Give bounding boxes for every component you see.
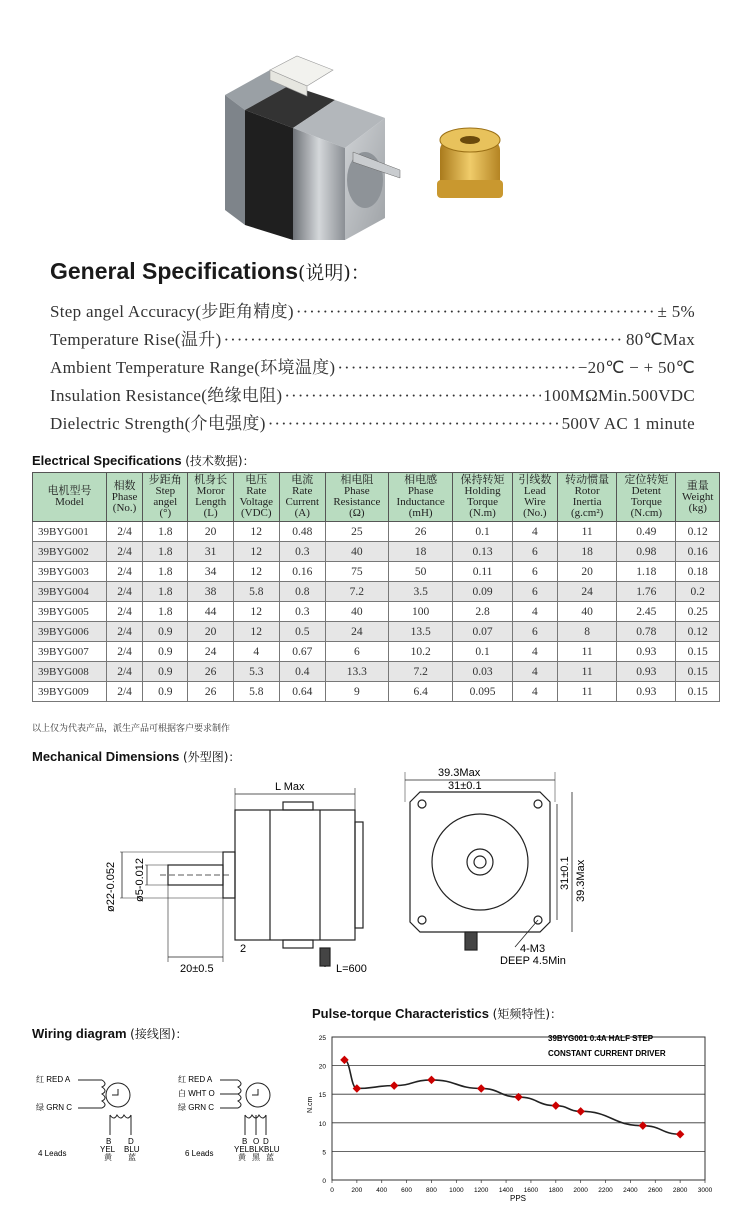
col-header-line: 引线数	[518, 474, 552, 486]
col-header-line: (L)	[203, 507, 218, 519]
table-cell: 2/4	[107, 642, 143, 662]
col-header-line: (°)	[159, 507, 172, 519]
col-header-line: 定位转矩	[624, 474, 669, 486]
col-header-line: Inertia	[572, 496, 602, 508]
table-cell: 25	[325, 522, 388, 542]
table-cell: 0.49	[617, 522, 676, 542]
col-header-line: Holding	[464, 485, 501, 497]
table-cell: 0.3	[279, 602, 325, 622]
table-cell: 12	[233, 602, 279, 622]
table-cell: 44	[188, 602, 233, 622]
table-cell: 4	[512, 662, 557, 682]
table-cell: 9	[325, 682, 388, 702]
table-cell: 2/4	[107, 602, 143, 622]
col-header-line: (g.cm²)	[570, 507, 604, 519]
wire-6-o: 白 WHT O	[178, 1089, 215, 1098]
wire-4-d-cn: 蓝	[128, 1153, 136, 1162]
x-tick-label: 1200	[473, 1187, 489, 1194]
x-tick-label: 1600	[523, 1187, 539, 1194]
col-header-line: (kg)	[688, 501, 707, 514]
x-tick-label: 600	[401, 1187, 413, 1194]
table-cell: 1.8	[143, 522, 188, 542]
data-point	[477, 1084, 485, 1092]
table-cell: 0.18	[676, 562, 720, 582]
table-cell: 24	[558, 582, 617, 602]
table-cell: 20	[188, 522, 233, 542]
table-cell: 5.8	[233, 582, 279, 602]
wiring-heading: Wiring diagram (接线图)：	[32, 1026, 188, 1041]
table-row	[33, 562, 720, 582]
table-cell: 39BYG003	[33, 562, 107, 582]
table-cell: 39BYG004	[33, 582, 107, 602]
dim-holes: 4-M3	[520, 943, 546, 955]
table-cell: 40	[558, 602, 617, 622]
chart-ylabel: N.cm	[307, 1096, 314, 1113]
col-header-4	[233, 473, 279, 522]
col-header-line: Torque	[467, 496, 499, 508]
x-tick-label: 200	[351, 1187, 363, 1194]
dim-lead: L=600	[336, 963, 367, 975]
table-cell: 12	[233, 542, 279, 562]
dim-width: 39.3Max	[438, 767, 481, 779]
x-tick-label: 0	[330, 1187, 334, 1194]
table-cell: 11	[558, 522, 617, 542]
table-cell: 0.03	[453, 662, 512, 682]
table-cell: 0.095	[453, 682, 512, 702]
table-cell: 0.78	[617, 622, 676, 642]
col-header-line: angel	[153, 496, 178, 508]
table-cell: 39BYG001	[33, 522, 107, 542]
table-cell: 50	[388, 562, 453, 582]
col-header-line: 电压	[245, 474, 268, 486]
wiring-diagram	[30, 1060, 295, 1170]
mechanical-heading: Mechanical Dimensions (外型图)：	[32, 749, 241, 764]
wire-4-b-cn: 黄	[104, 1153, 112, 1162]
electrical-spec-table	[32, 472, 720, 702]
table-cell: 24	[325, 622, 388, 642]
mechanical-drawing	[100, 762, 620, 982]
dim-shaft-dia: ø5-0.012	[134, 857, 146, 902]
y-tick-label: 25	[318, 1035, 326, 1042]
chart-legend-2: CONSTANT CURRENT DRIVER	[548, 1049, 666, 1058]
table-cell: 0.8	[279, 582, 325, 602]
wire-4-b-en: YEL	[100, 1145, 116, 1154]
table-cell: 6	[512, 542, 557, 562]
col-header-5	[279, 473, 325, 522]
col-header-line: Voltage	[239, 496, 273, 508]
table-cell: 2/4	[107, 662, 143, 682]
table-cell: 1.8	[143, 582, 188, 602]
spec-line-ambient-temperature: Ambient Temperature Range(环境温度) ····· −20℃ − + 50℃	[50, 353, 695, 378]
table-cell: 0.93	[617, 642, 676, 662]
col-header-line: 保持转矩	[460, 474, 505, 486]
table-cell: 6	[512, 582, 557, 602]
table-cell: 11	[558, 662, 617, 682]
x-tick-label: 1000	[449, 1187, 464, 1194]
table-cell: 0.15	[676, 662, 720, 682]
col-header-line: 电流	[291, 474, 314, 486]
y-tick-label: 15	[318, 1092, 326, 1100]
col-header-line: Lead	[523, 485, 546, 497]
col-header-line: (mH)	[408, 507, 433, 519]
x-tick-label: 2000	[573, 1187, 588, 1194]
table-cell: 39BYG009	[33, 682, 107, 702]
table-row	[33, 662, 720, 682]
table-cell: 12	[233, 562, 279, 582]
table-cell: 24	[188, 642, 233, 662]
table-cell: 0.16	[279, 562, 325, 582]
table-row	[33, 642, 720, 662]
table-cell: 2/4	[107, 562, 143, 582]
table-cell: 0.16	[676, 542, 720, 562]
table-cell: 0.2	[676, 582, 720, 602]
electrical-spec-heading: Electrical Specifications (技术数据)：	[32, 453, 255, 468]
table-cell: 12	[233, 522, 279, 542]
wire-6-b: B	[242, 1137, 248, 1146]
table-cell: 6	[512, 622, 557, 642]
table-cell: 1.8	[143, 562, 188, 582]
table-row	[33, 602, 720, 622]
table-cell: 31	[188, 542, 233, 562]
stepper-motor-icon	[225, 56, 400, 240]
table-cell: 0.98	[617, 542, 676, 562]
table-cell: 10.2	[388, 642, 453, 662]
table-cell: 26	[188, 682, 233, 702]
table-cell: 39BYG002	[33, 542, 107, 562]
wire-6-o-en: BLK	[249, 1145, 265, 1154]
col-header-line: Rate	[292, 485, 313, 497]
col-header-line: Resistance	[333, 496, 381, 508]
wire-6-o-cn: 黑	[252, 1153, 260, 1162]
table-cell: 4	[512, 602, 557, 622]
pulse-heading: Pulse-torque Characteristics (矩频特性)：	[312, 1006, 563, 1021]
table-cell: 39BYG007	[33, 642, 107, 662]
data-point	[427, 1076, 435, 1084]
table-cell: 0.9	[143, 662, 188, 682]
table-cell: 11	[558, 642, 617, 662]
table-cell: 0.12	[676, 622, 720, 642]
col-header-0	[33, 473, 107, 522]
col-header-line: Phase	[111, 490, 138, 503]
spec-line-dielectric: Dielectric Strength(介电强度) ····· 500V AC 1 minute	[50, 409, 695, 434]
table-cell: 13.5	[388, 622, 453, 642]
col-header-line: Step	[155, 485, 176, 497]
chart-xlabel: PPS	[510, 1194, 527, 1203]
col-header-line: Torque	[630, 496, 662, 508]
table-cell: 38	[188, 582, 233, 602]
col-header-line: 转动惯量	[565, 474, 610, 486]
col-header-line: 相电阻	[340, 474, 374, 486]
table-cell: 2/4	[107, 542, 143, 562]
wire-4-a: 红 RED A	[36, 1075, 71, 1084]
col-header-line: (VDC)	[240, 507, 272, 519]
col-header-1	[107, 473, 143, 522]
x-tick-label: 2200	[598, 1187, 613, 1194]
table-cell: 26	[188, 662, 233, 682]
x-tick-label: 2600	[648, 1187, 663, 1194]
table-cell: 1.76	[617, 582, 676, 602]
wire-6-label: 6 Leads	[185, 1149, 214, 1158]
col-header-line: (A)	[294, 507, 310, 519]
dim-two: 2	[240, 943, 247, 955]
wire-6-b-cn: 黄	[238, 1153, 246, 1162]
col-header-line: (N.cm)	[630, 507, 663, 519]
table-cell: 0.09	[453, 582, 512, 602]
table-cell: 20	[188, 622, 233, 642]
table-cell: 40	[325, 602, 388, 622]
table-cell: 0.15	[676, 682, 720, 702]
table-cell: 1.18	[617, 562, 676, 582]
spec-line-temperature-rise: Temperature Rise(温升) ····· 80℃Max	[50, 325, 695, 350]
dim-l-max: L Max	[275, 781, 305, 793]
table-cell: 0.9	[143, 642, 188, 662]
table-cell: 0.64	[279, 682, 325, 702]
table-cell: 0.1	[453, 522, 512, 542]
product-photo	[215, 40, 525, 245]
y-tick-label: 20	[318, 1063, 326, 1071]
table-cell: 2.45	[617, 602, 676, 622]
pulley-icon	[437, 128, 503, 198]
table-cell: 26	[388, 522, 453, 542]
wire-6-o2: O	[253, 1137, 260, 1146]
y-tick-label: 10	[318, 1120, 326, 1128]
dim-hole-spacing-v: 31±0.1	[559, 856, 571, 890]
table-cell: 2/4	[107, 682, 143, 702]
col-header-line: 机身长	[194, 474, 228, 486]
wire-4-d: D	[128, 1137, 134, 1146]
col-header-line: Moror	[196, 485, 225, 497]
x-tick-label: 3000	[697, 1187, 713, 1194]
table-cell: 0.93	[617, 682, 676, 702]
table-cell: 0.67	[279, 642, 325, 662]
table-cell: 6.4	[388, 682, 453, 702]
table-cell: 18	[558, 542, 617, 562]
col-header-line: Rotor	[574, 485, 600, 497]
table-cell: 2/4	[107, 582, 143, 602]
data-point	[576, 1107, 584, 1115]
table-cell: 8	[558, 622, 617, 642]
table-cell: 1.8	[143, 542, 188, 562]
spec-line-insulation: Insulation Resistance(绝缘电阻) ····· 100MΩMin.500VDC	[50, 381, 695, 406]
col-header-line: Wire	[524, 496, 546, 508]
table-cell: 4	[512, 642, 557, 662]
table-cell: 2/4	[107, 622, 143, 642]
dim-boss-dia: ø22-0.052	[105, 861, 117, 912]
wire-6-b-en: YEL	[234, 1145, 250, 1154]
col-header-line: Inductance	[396, 496, 445, 508]
table-cell: 34	[188, 562, 233, 582]
table-cell: 0.5	[279, 622, 325, 642]
col-header-2	[143, 473, 188, 522]
col-header-line: (Ω)	[349, 507, 365, 519]
table-row	[33, 582, 720, 602]
table-cell: 0.9	[143, 622, 188, 642]
col-header-8	[453, 473, 512, 522]
col-header-line: Detent	[631, 485, 661, 497]
x-tick-label: 400	[376, 1187, 388, 1194]
table-cell: 18	[388, 542, 453, 562]
wire-6-a: 红 RED A	[178, 1075, 213, 1084]
col-header-line: Weight	[681, 490, 714, 503]
col-header-line: Current	[285, 496, 320, 508]
table-cell: 0.11	[453, 562, 512, 582]
col-header-line: (No.)	[523, 507, 547, 519]
col-header-line: Length	[195, 496, 227, 508]
wire-6-d-en: BLU	[264, 1145, 280, 1154]
wire-6-d-cn: 蓝	[266, 1153, 274, 1162]
table-cell: 13.3	[325, 662, 388, 682]
table-cell: 0.25	[676, 602, 720, 622]
data-point	[552, 1101, 560, 1109]
wire-6-c: 绿 GRN C	[178, 1103, 214, 1112]
col-header-line: 步距角	[148, 474, 182, 486]
table-cell: 0.15	[676, 642, 720, 662]
table-cell: 4	[512, 522, 557, 542]
col-header-11	[617, 473, 676, 522]
spec-line-accuracy: Step angel Accuracy(步距角精度) ····· ± 5%	[50, 297, 695, 322]
table-row	[33, 542, 720, 562]
table-cell: 7.2	[388, 662, 453, 682]
col-header-3	[188, 473, 233, 522]
wire-4-d-en: BLU	[124, 1145, 140, 1154]
col-header-line: 相数	[113, 479, 136, 492]
col-header-9	[512, 473, 557, 522]
dim-height: 39.3Max	[575, 859, 587, 902]
wire-4-c: 绿 GRN C	[36, 1103, 72, 1112]
table-cell: 1.8	[143, 602, 188, 622]
table-cell: 39BYG006	[33, 622, 107, 642]
x-tick-label: 2800	[672, 1187, 688, 1194]
table-cell: 4	[233, 642, 279, 662]
table-cell: 20	[558, 562, 617, 582]
table-cell: 0.13	[453, 542, 512, 562]
col-header-line: 相电感	[404, 474, 438, 486]
x-tick-label: 800	[426, 1187, 437, 1194]
table-cell: 0.4	[279, 662, 325, 682]
col-header-12	[676, 473, 720, 522]
table-footnote: 以上仅为代表产品，派生产品可根据客户要求制作	[32, 724, 231, 734]
table-row	[33, 682, 720, 702]
wire-6-d: D	[263, 1137, 269, 1146]
x-tick-label: 2400	[623, 1187, 638, 1194]
dim-hole-spacing: 31±0.1	[448, 780, 482, 792]
table-cell: 39BYG008	[33, 662, 107, 682]
table-cell: 4	[512, 682, 557, 702]
table-cell: 5.8	[233, 682, 279, 702]
table-cell: 5.3	[233, 662, 279, 682]
table-cell: 11	[558, 682, 617, 702]
table-cell: 7.2	[325, 582, 388, 602]
col-header-line: Phase	[344, 485, 370, 497]
x-tick-label: 1800	[548, 1187, 564, 1194]
col-header-line: Phase	[407, 485, 434, 497]
x-tick-label: 1400	[498, 1187, 514, 1194]
col-header-7	[388, 473, 453, 522]
pulse-torque-chart	[300, 1025, 720, 1210]
col-header-line: (No.)	[112, 501, 137, 514]
data-point	[390, 1081, 398, 1089]
col-header-line: (N.m)	[469, 507, 496, 519]
table-cell: 0.07	[453, 622, 512, 642]
col-header-line: Model	[55, 496, 84, 508]
table-row	[33, 522, 720, 542]
data-point	[676, 1130, 684, 1138]
table-cell: 2/4	[107, 522, 143, 542]
table-cell: 0.9	[143, 682, 188, 702]
col-header-6	[325, 473, 388, 522]
table-cell: 0.3	[279, 542, 325, 562]
table-cell: 6	[325, 642, 388, 662]
table-cell: 6	[512, 562, 557, 582]
table-cell: 75	[325, 562, 388, 582]
col-header-line: 重量	[686, 479, 709, 492]
table-cell: 0.48	[279, 522, 325, 542]
table-cell: 100	[388, 602, 453, 622]
table-cell: 0.12	[676, 522, 720, 542]
dim-deep: DEEP 4.5Min	[500, 955, 566, 967]
table-cell: 3.5	[388, 582, 453, 602]
wire-4-b: B	[106, 1137, 112, 1146]
wire-4-label: 4 Leads	[38, 1149, 67, 1158]
col-header-line: Rate	[246, 485, 267, 497]
general-spec-heading: General Specifications(说明)：	[50, 258, 370, 284]
table-row	[33, 622, 720, 642]
table-cell: 40	[325, 542, 388, 562]
table-cell: 39BYG005	[33, 602, 107, 622]
col-header-10	[558, 473, 617, 522]
dim-shaft-length: 20±0.5	[180, 963, 214, 975]
chart-legend-1: 39BYG001 0.4A HALF STEP	[548, 1034, 654, 1043]
y-tick-label: 5	[322, 1149, 326, 1157]
col-header-line: 电机型号	[47, 485, 92, 497]
chart-frame	[332, 1037, 705, 1180]
table-cell: 12	[233, 622, 279, 642]
table-cell: 0.1	[453, 642, 512, 662]
table-cell: 0.93	[617, 662, 676, 682]
table-cell: 2.8	[453, 602, 512, 622]
y-tick-label: 0	[322, 1178, 326, 1185]
